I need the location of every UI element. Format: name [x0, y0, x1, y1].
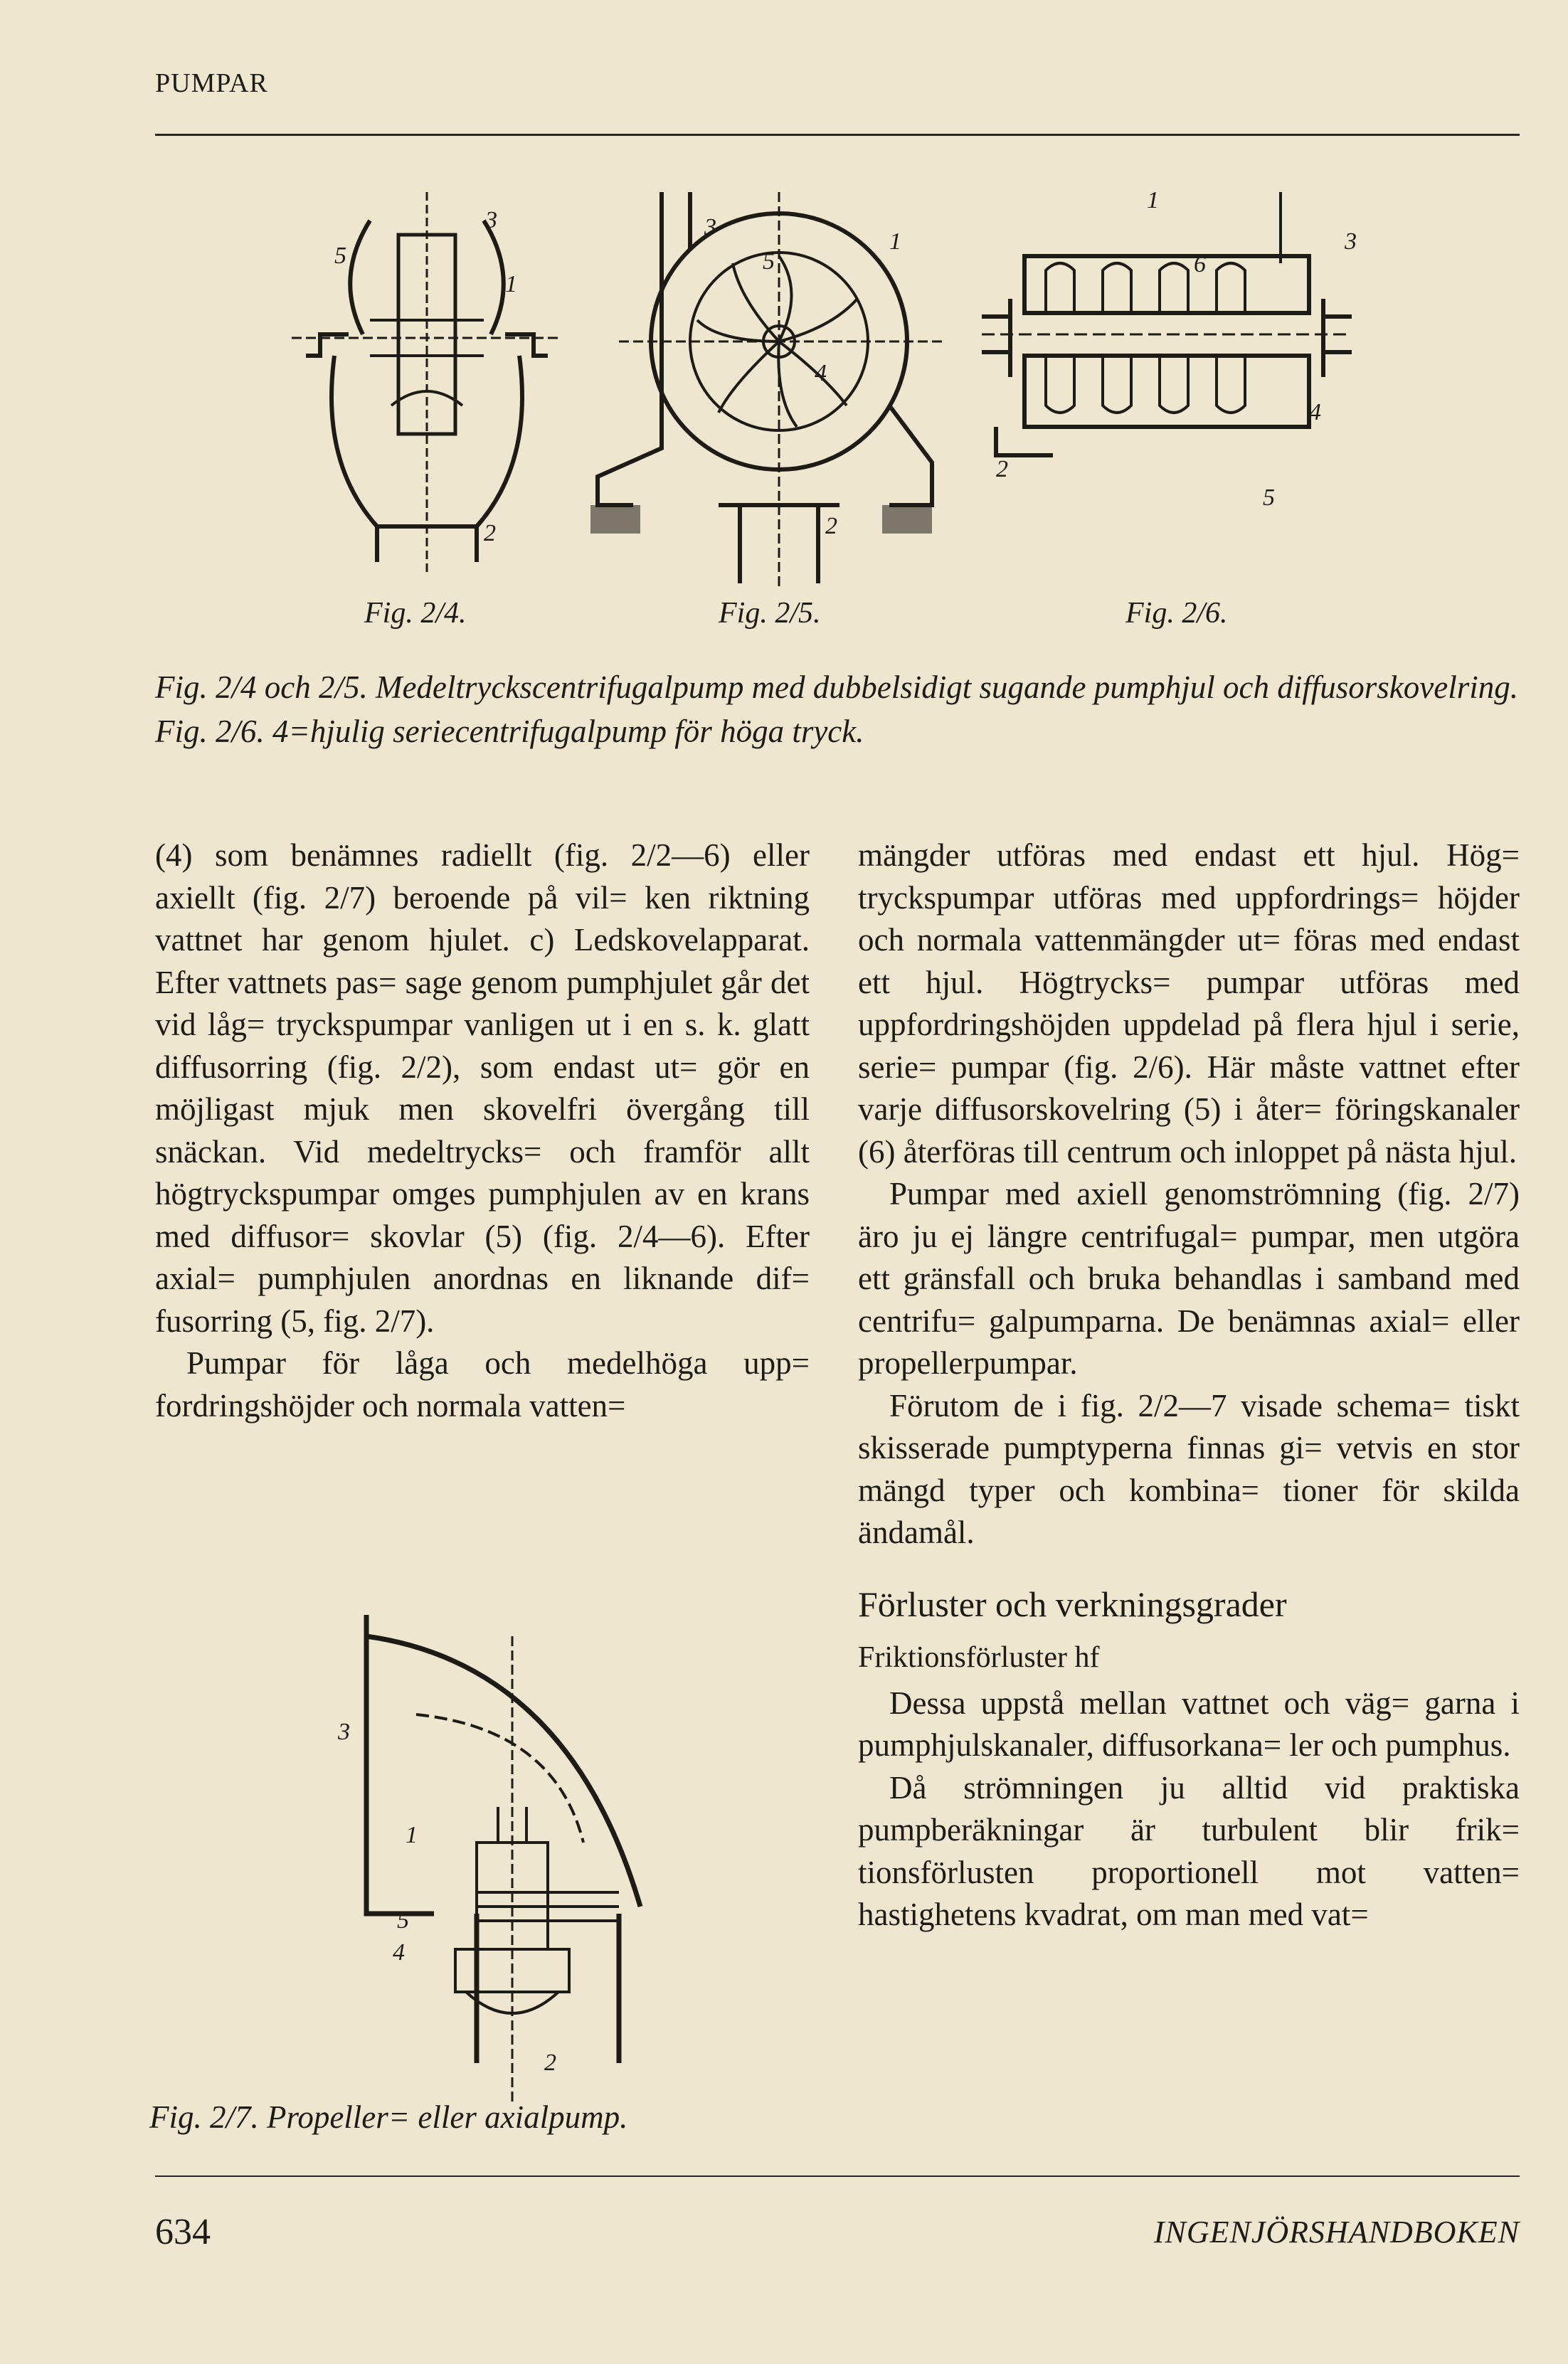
fig-2-6-label: Fig. 2/6.: [1125, 597, 1228, 630]
sub-heading: Friktionsförluster hf: [858, 1641, 1100, 1674]
header-rule: [155, 134, 1520, 136]
right-paragraph-5: Då strömningen ju alltid vid praktiska pumpberäkningar är turbulent blir frik= tionsförlusten proportionell mot vatten= hastighetens kvadrat, om man med vat=: [858, 1769, 1520, 1932]
fig27-part-3: 3: [338, 1719, 350, 1745]
fig25-part-2: 2: [825, 513, 837, 539]
fig24-part-3: 3: [485, 207, 497, 233]
right-paragraph-2: Pumpar med axiell genomströmning (fig. 2/7) äro ju ej längre centrifugal= pumpar, men utgöra ett gränsfall och bruka behandlas i samband med centrifu= galpumparna. De benämnas axial= eller propellerpumpar.: [858, 1176, 1520, 1381]
left-column: [155, 834, 810, 1427]
fig24-part-1: 1: [505, 271, 517, 297]
fig26-part-1: 1: [1147, 187, 1159, 213]
fig-2-7-caption: Fig. 2/7. Propeller= eller axialpump.: [149, 2099, 628, 2135]
right-paragraph-1: mängder utföras med endast ett hjul. Hög= tryckspumpar utföras med uppfordrings= höjder och normala vattenmängder ut= föras med endast ett hjul. Högtrycks= pumpar utföras med uppfordringshöjden uppdelad på flera hjul i serie, serie= pumpar (fig. 2/6). Här måste vattnet efter varje diffusorskovelring (5) i åter= föringskanaler (6) återföras till centrum och inloppet på nästa hjul.: [858, 837, 1520, 1170]
figure-caption-2-4-2-6: Fig. 2/4 och 2/5. Medeltryckscentrifugalpump med dubbelsidigt sugande pumphjul och diffusorskovelring. Fig. 2/6. 4=hjulig seriecentrifugalpump för höga tryck.: [155, 669, 1518, 749]
footer-rule: [155, 2175, 1520, 2177]
left-paragraph-1: (4) som benämnes radiellt (fig. 2/2—6) eller axiellt (fig. 2/7) beroende på vil= ken riktning vattnet har genom hjulet. c) Ledskovelapparat. Efter vattnets pas= sage genom pumphjulet går det vid låg= tryckspumpar vanligen ut i en s. k. glatt diffusorring (fig. 2/2), som endast ut= gör en möjligast mjuk men skovelfri övergång till snäckan. Vid medeltrycks= och framför allt högtryckspumpar omges pumphjulen av en krans med diffusor= skovlar (5) (fig. 2/4—6). Efter axial= pumphjulen anordnas en liknande dif= fusorring (5, fig. 2/7).: [155, 837, 810, 1339]
fig27-part-2: 2: [544, 2050, 556, 2076]
fig-2-4-label: Fig. 2/4.: [364, 597, 467, 630]
right-paragraph-3: Förutom de i fig. 2/2—7 visade schema= tiskt skisserade pumptyperna finnas gi= vetvis en stor mängd typer och kombina= tioner för skilda ändamål.: [858, 1387, 1520, 1550]
running-header: PUMPAR: [155, 68, 268, 98]
fig25-part-4: 4: [815, 360, 827, 386]
fig-2-5-drawing: [576, 192, 946, 590]
fig25-part-1: 1: [889, 228, 901, 255]
fig26-part-6: 6: [1194, 251, 1206, 277]
fig27-part-1: 1: [406, 1822, 418, 1848]
fig26-part-4: 4: [1309, 399, 1321, 425]
fig26-part-2: 2: [996, 456, 1008, 482]
fig-2-6-drawing: [968, 187, 1366, 519]
fig25-part-3: 3: [704, 214, 716, 240]
fig26-part-3: 3: [1345, 228, 1357, 255]
book-title: INGENJÖRSHANDBOKEN: [1153, 2215, 1520, 2249]
fig26-part-5: 5: [1263, 484, 1275, 511]
fig24-part-5: 5: [334, 243, 346, 269]
left-paragraph-2: Pumpar för låga och medelhöga upp= fordringshöjder och normala vatten=: [155, 1345, 810, 1424]
fig-2-4-drawing: [292, 192, 562, 576]
page-number: 634: [155, 2212, 211, 2252]
fig-2-7-drawing: [313, 1608, 797, 2106]
fig27-part-4: 4: [393, 1939, 405, 1966]
section-heading: Förluster och verkningsgrader: [858, 1584, 1287, 1624]
right-column: [858, 834, 1520, 1936]
fig24-part-2: 2: [484, 520, 496, 546]
right-paragraph-4: Dessa uppstå mellan vattnet och väg= garna i pumphjulskanaler, diffusorkana= ler och pumphus.: [858, 1685, 1520, 1763]
fig27-part-5: 5: [397, 1907, 409, 1934]
fig25-part-5: 5: [763, 248, 775, 275]
fig-2-5-label: Fig. 2/5.: [719, 597, 821, 630]
